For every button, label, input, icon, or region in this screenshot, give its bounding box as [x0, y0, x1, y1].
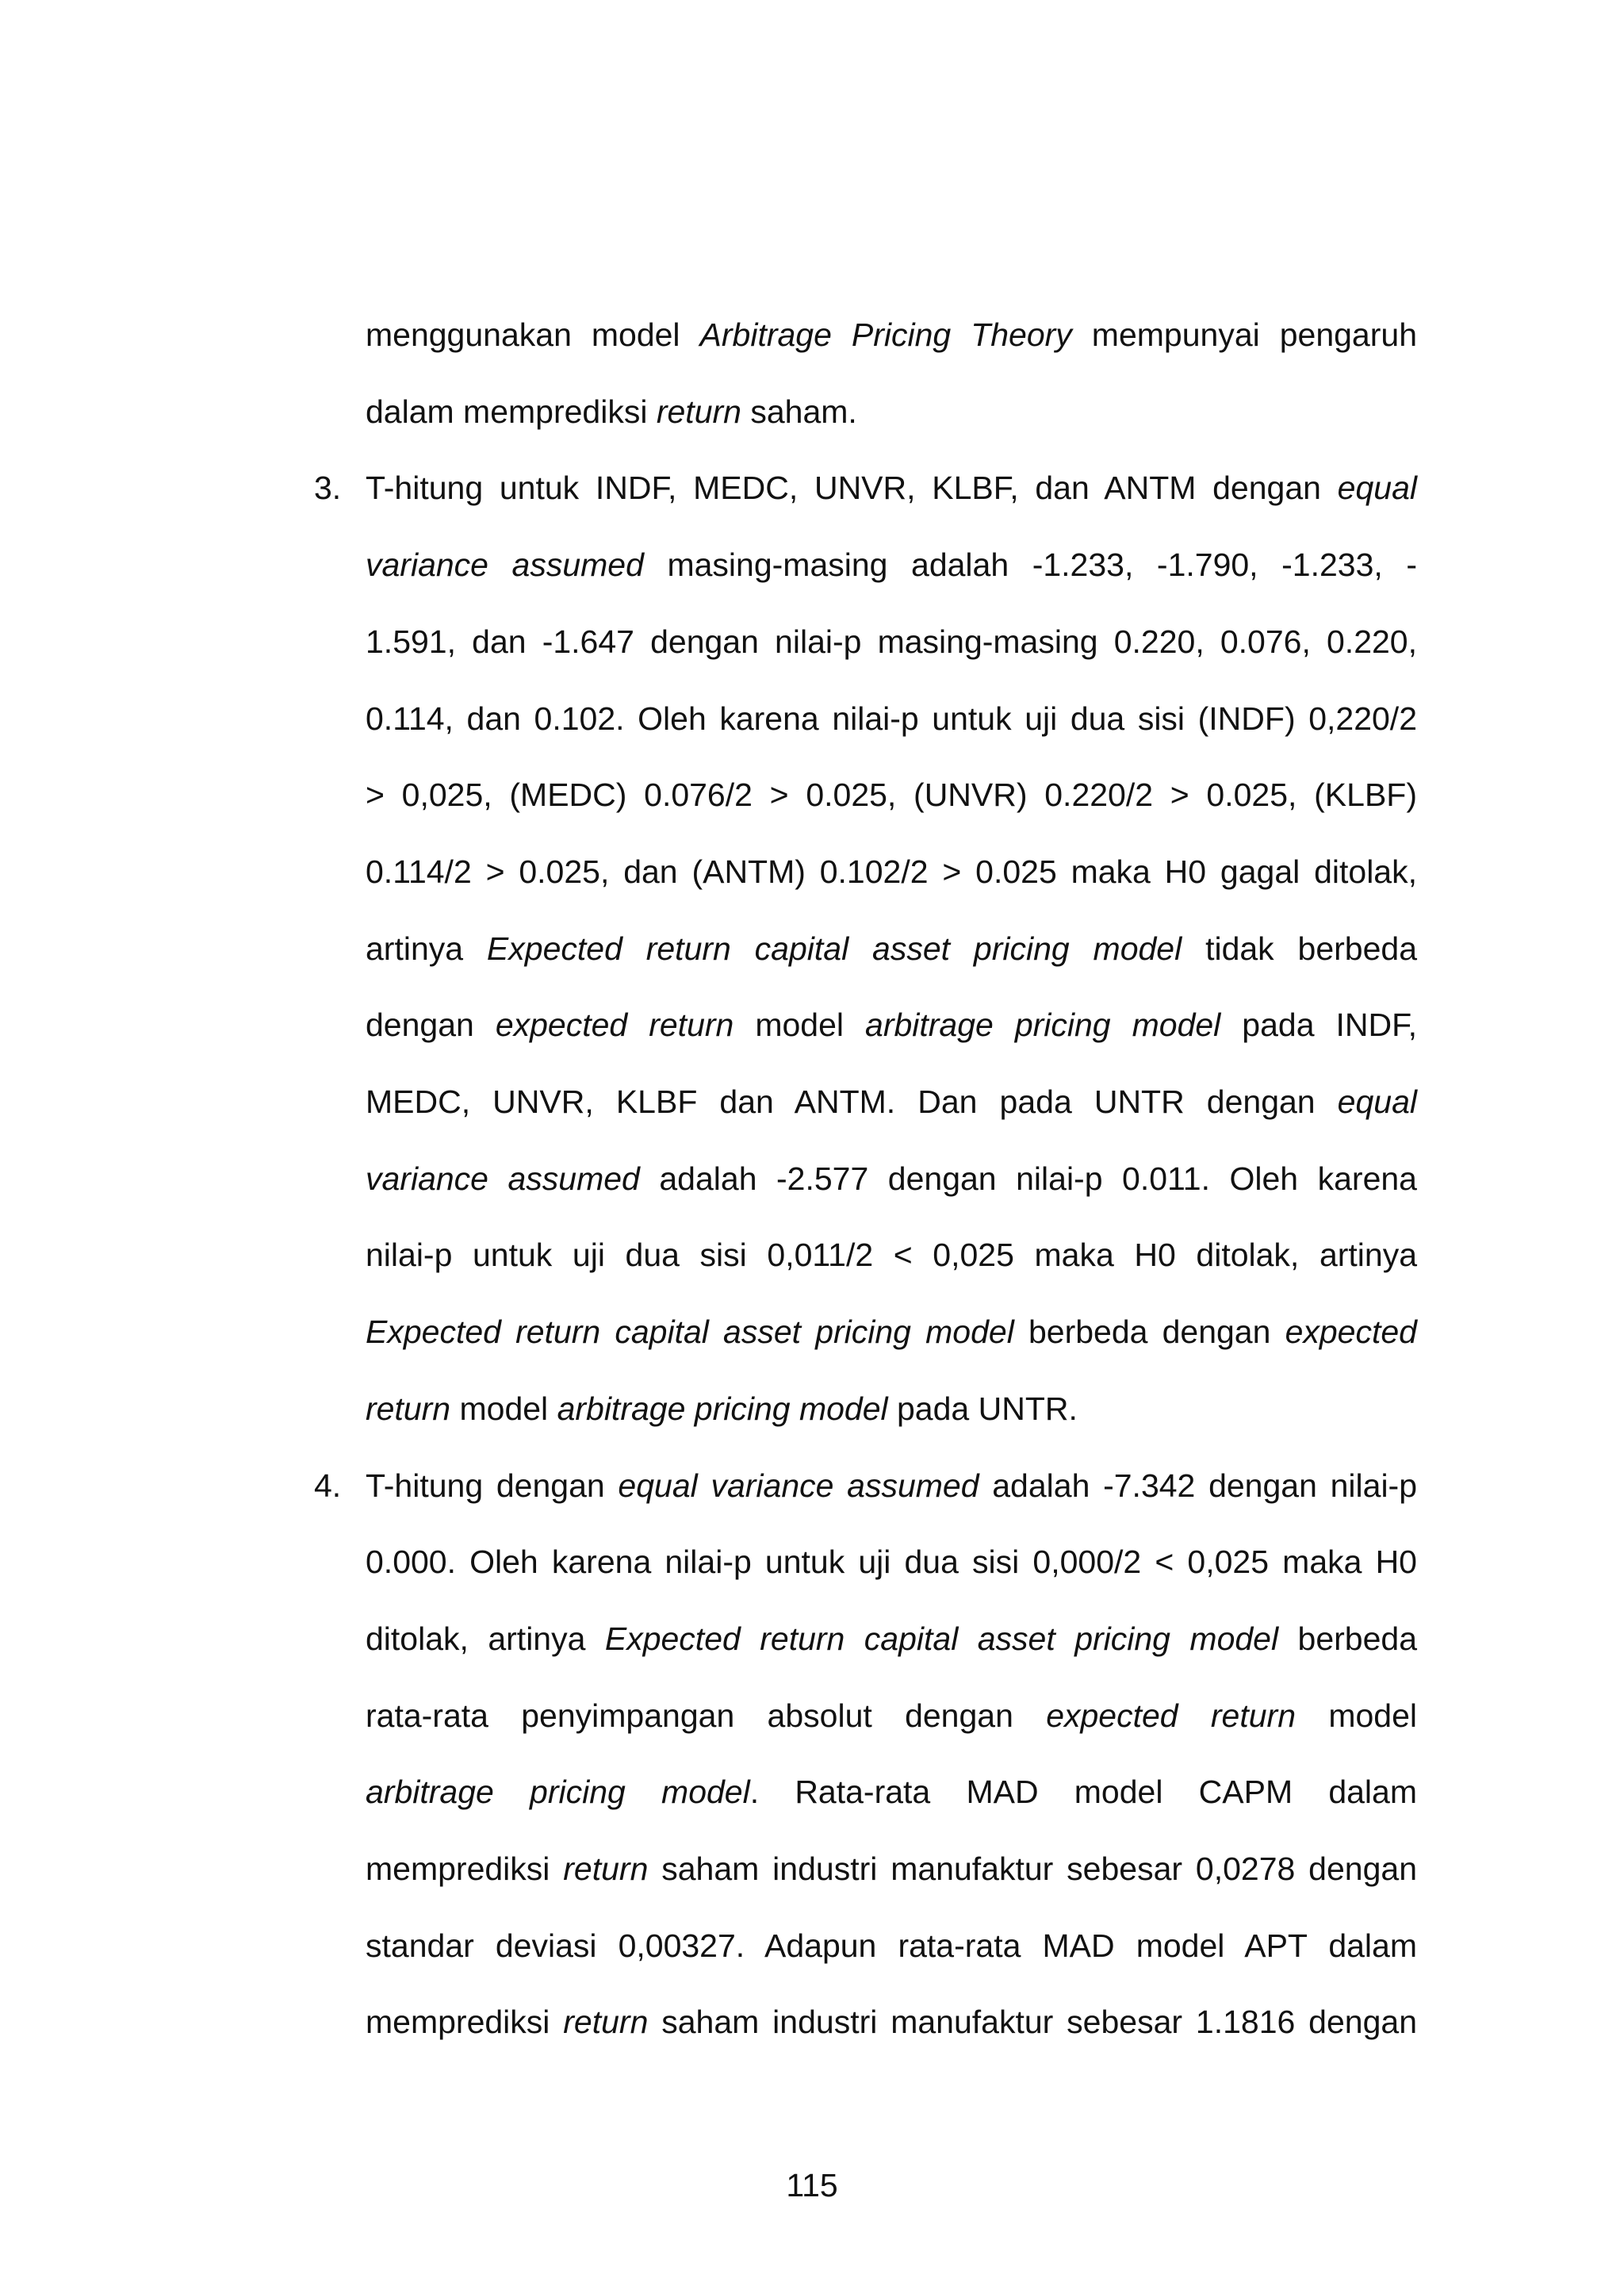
list-item-line: [366, 1772, 1417, 1812]
list-item-line: [366, 2002, 1417, 2042]
text-run: T-hitung dengan: [366, 1467, 619, 1504]
list-item-line: [366, 1005, 1417, 1045]
text-run: memprediksi: [366, 2004, 564, 2041]
italic-term: equal: [1337, 470, 1417, 507]
text-run: berbeda: [1278, 1620, 1418, 1657]
text-run: standar deviasi 0,00327. Adapun rata-rata MAD model APT dalam: [366, 1927, 1417, 1964]
italic-term: return: [366, 1390, 451, 1427]
list-item-line: [366, 852, 1417, 892]
italic-term: arbitrage pricing model: [557, 1390, 888, 1427]
page-number: 115: [786, 2167, 838, 2203]
text-run: model: [733, 1007, 866, 1044]
italic-term: variance assumed: [366, 1160, 640, 1197]
list-item-line: [366, 1082, 1417, 1122]
list-item-line: [366, 1542, 1417, 1582]
paragraph-line: [366, 315, 1417, 355]
italic-term: arbitrage pricing model: [865, 1007, 1221, 1044]
text-run: > 0,025, (MEDC) 0.076/2 > 0.025, (UNVR) 0.220/2 > 0.025, (KLBF): [366, 777, 1417, 814]
text-run: mempunyai pengaruh: [1071, 316, 1417, 353]
text-run: adalah -7.342 dengan nilai-p: [979, 1467, 1418, 1504]
list-item-line: [366, 775, 1417, 815]
list-item-line: [366, 1696, 1417, 1735]
list-item-line: [366, 622, 1417, 662]
italic-term: return: [563, 2004, 649, 2041]
text-run: saham industri manufaktur sebesar 0,0278 dengan: [648, 1851, 1417, 1887]
list-item-line: [366, 929, 1417, 968]
italic-term: expected return: [1046, 1697, 1297, 1734]
text-run: saham.: [741, 393, 857, 430]
list-item-number: 3.: [314, 470, 342, 507]
list-item-line: [366, 1312, 1417, 1352]
text-run: T-hitung untuk INDF, MEDC, UNVR, KLBF, dan ANTM dengan: [366, 470, 1338, 507]
text-run: 0.000. Oleh karena nilai-p untuk uji dua sisi 0,000/2 < 0,025 maka H0: [366, 1544, 1417, 1581]
text-run: 1.591, dan -1.647 dengan nilai-p masing-masing 0.220, 0.076, 0.220,: [366, 623, 1417, 660]
text-run: MEDC, UNVR, KLBF dan ANTM. Dan pada UNTR dengan: [366, 1083, 1338, 1120]
text-run: model: [450, 1390, 557, 1427]
text-run: rata-rata penyimpangan absolut dengan: [366, 1697, 1047, 1734]
text-run: saham industri manufaktur sebesar 1.1816 dengan: [648, 2004, 1417, 2041]
list-item-number: 4.: [314, 1467, 342, 1504]
text-run: 0.114/2 > 0.025, dan (ANTM) 0.102/2 > 0.025 maka H0 gagal ditolak,: [366, 853, 1417, 890]
text-run: dalam memprediksi: [366, 393, 657, 430]
text-run: . Rata-rata MAD model CAPM dalam: [749, 1774, 1417, 1811]
italic-term: Expected return capital asset pricing model: [366, 1314, 1014, 1351]
italic-term: Expected return capital asset pricing model: [486, 930, 1182, 967]
italic-term: equal: [1337, 1083, 1417, 1120]
text-run: adalah -2.577 dengan nilai-p 0.011. Oleh karena: [639, 1160, 1417, 1197]
text-run: 0.114, dan 0.102. Oleh karena nilai-p untuk uji dua sisi (INDF) 0,220/2: [366, 700, 1417, 737]
list-item-line: [366, 468, 1417, 508]
italic-term: arbitrage pricing model: [366, 1774, 750, 1811]
italic-term: expected: [1285, 1314, 1417, 1351]
paragraph-line: [366, 392, 1417, 431]
italic-term: return: [563, 1851, 649, 1887]
italic-term: expected return: [495, 1007, 734, 1044]
list-item-line: [366, 1849, 1417, 1889]
list-item-line: [366, 1619, 1417, 1659]
italic-term: variance assumed: [366, 547, 644, 584]
italic-term: equal variance assumed: [618, 1467, 979, 1504]
text-run: ditolak, artinya: [366, 1620, 605, 1657]
list-item-line: [366, 1389, 1417, 1429]
text-run: pada INDF,: [1220, 1007, 1417, 1044]
list-item-line: [366, 1159, 1417, 1199]
text-run: dengan: [366, 1007, 496, 1044]
text-run: model: [1296, 1697, 1417, 1734]
text-run: nilai-p untuk uji dua sisi 0,011/2 < 0,025 maka H0 ditolak, artinya: [366, 1237, 1417, 1274]
text-run: pada UNTR.: [887, 1390, 1078, 1427]
text-run: berbeda dengan: [1013, 1314, 1285, 1351]
text-run: artinya: [366, 930, 487, 967]
text-run: tidak berbeda: [1182, 930, 1418, 967]
italic-term: Arbitrage Pricing Theory: [699, 316, 1072, 353]
text-run: memprediksi: [366, 1851, 564, 1887]
text-run: masing-masing adalah -1.233, -1.790, -1.233, -: [643, 547, 1417, 584]
list-item-line: [366, 1235, 1417, 1275]
list-item-line: [366, 545, 1417, 585]
list-item-line: [366, 1926, 1417, 1966]
text-run: menggunakan model: [366, 316, 700, 353]
list-item-line: [366, 1466, 1417, 1505]
list-item-line: [366, 699, 1417, 738]
italic-term: return: [656, 393, 741, 430]
italic-term: Expected return capital asset pricing model: [604, 1620, 1279, 1657]
